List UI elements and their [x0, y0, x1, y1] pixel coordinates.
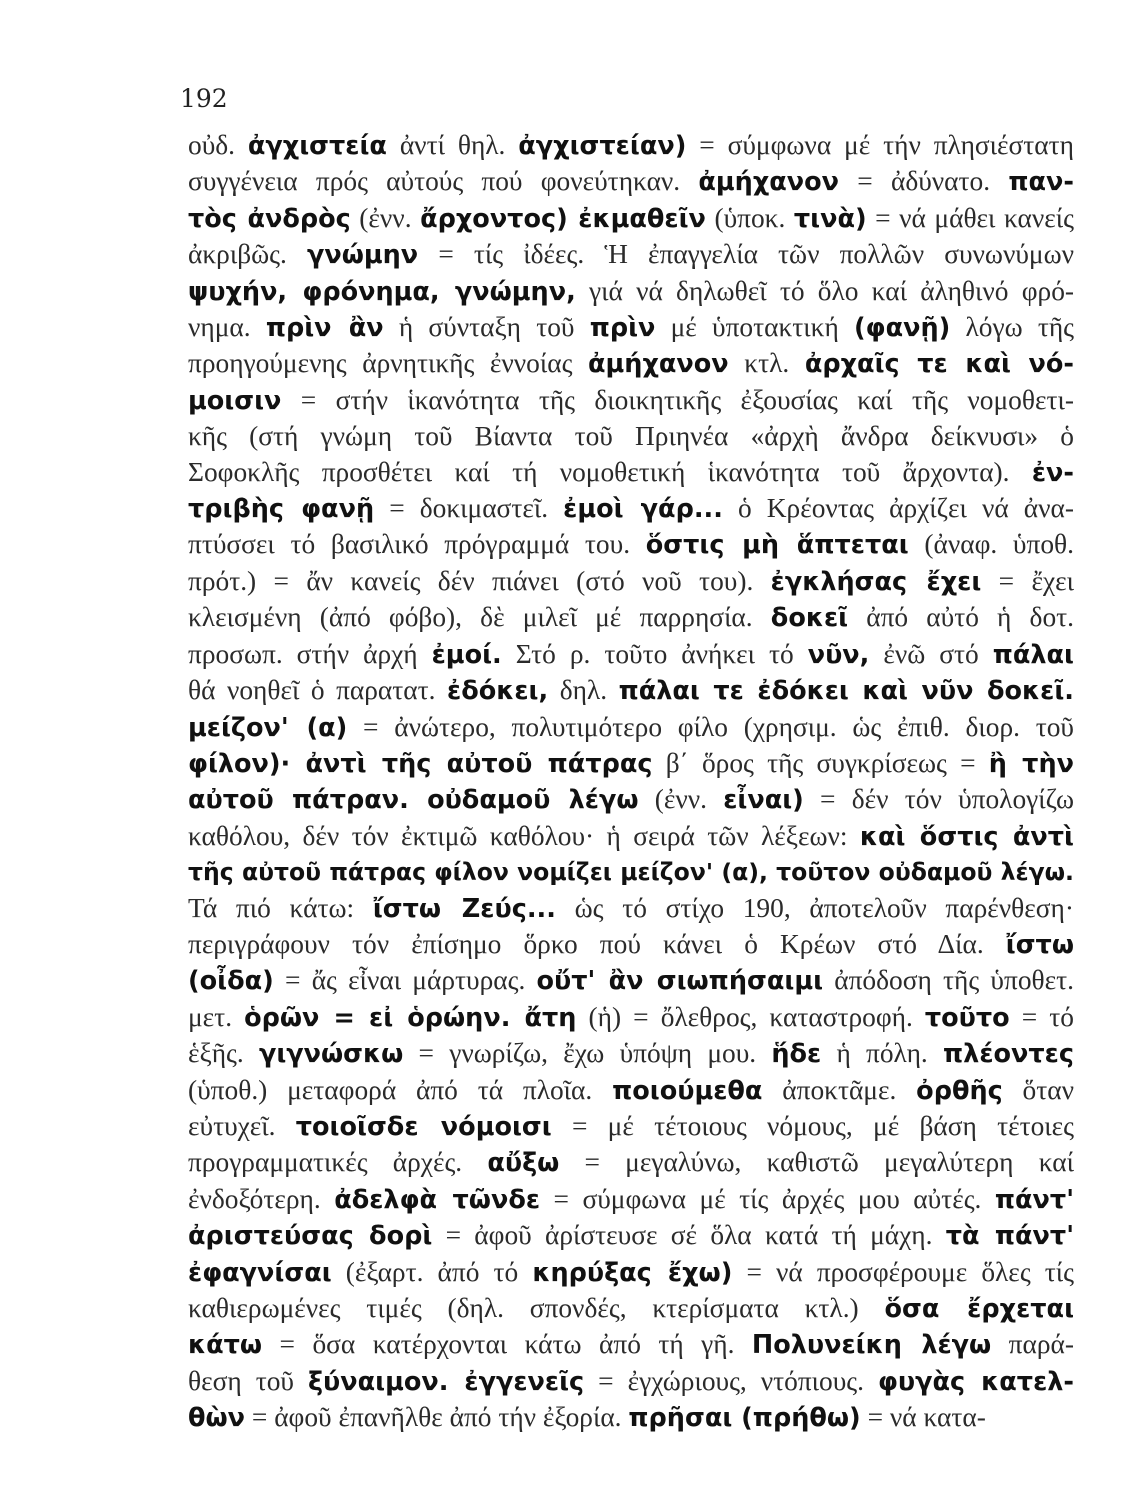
gloss: ὅταν	[1002, 1074, 1074, 1105]
gloss: ἡ σύνταξη τοῦ	[383, 312, 590, 343]
text-line	[188, 237, 1074, 273]
lemma: ἐγκλήσας ἔχει	[770, 566, 982, 597]
gloss: περιγράφουν τόν ἐπίσημο ὅρκο πού κάνει ὁ Κρέων στό Δία.	[188, 928, 1006, 959]
lemma: τὸς ἀνδρὸς	[188, 203, 351, 234]
lemma: (φανῇ)	[853, 313, 951, 344]
lemma: ψυχήν, φρόνημα, γνώμην,	[188, 276, 576, 307]
lemma: ἀγχιστεία	[247, 131, 387, 161]
lemma: κάτω	[188, 1330, 263, 1361]
text-line	[188, 1036, 1074, 1072]
text-line	[188, 637, 1074, 673]
lemma: πρὶν ἂν	[265, 313, 384, 344]
text-line	[188, 310, 1074, 346]
text-line	[188, 1145, 1074, 1181]
gloss: = σύμφωνα μέ τήν πλησιέστατη	[686, 130, 1074, 160]
gloss: πρότ.) = ἄν κανείς δέν πιάνει (στό νοῦ του).	[188, 565, 771, 596]
lemma: νῦν,	[807, 639, 870, 670]
lemma: κηρύξας ἔχω)	[532, 1257, 733, 1288]
text-line	[188, 1182, 1074, 1218]
lemma: καὶ ὅστις ἀντὶ	[859, 821, 1074, 852]
gloss: = μέ τέτοιους νόμους, μέ βάση τέτοιες	[551, 1110, 1074, 1141]
lemma: θὼν	[188, 1403, 246, 1434]
gloss: νημα.	[188, 312, 266, 343]
lemma: ἐμοί.	[431, 639, 502, 670]
gloss: ἀπό αὐτό ἡ δοτ.	[848, 602, 1074, 633]
lemma: ἴστω	[1005, 929, 1074, 960]
text-line	[188, 710, 1074, 746]
text-line	[188, 455, 1074, 491]
lemma: ἄρχοντος) ἐκμαθεῖν	[420, 203, 706, 234]
lemma: δοκεῖ	[770, 603, 849, 634]
gloss: ἀπόδοση τῆς ὑποθετ.	[823, 965, 1074, 996]
text-line	[188, 201, 1074, 237]
gloss: συγγένεια πρός αὐτούς πού φονεύτηκαν.	[188, 166, 699, 197]
gloss: λόγω τῆς	[950, 312, 1074, 343]
lemma: ἐμοὶ γάρ...	[563, 494, 723, 525]
lemma: ἐν-	[1031, 457, 1074, 488]
lemma: ἐδόκει,	[447, 676, 549, 707]
lemma: πρὶν	[589, 313, 656, 344]
gloss: ἀποκτᾶμε.	[762, 1074, 917, 1105]
gloss: Σοφοκλῆς προσθέτει καί τή νομοθετική ἱκανότητα τοῦ ἄρχοντα).	[188, 456, 1032, 487]
lemma: τινὰ)	[793, 203, 867, 234]
gloss: εὐτυχεῖ.	[188, 1110, 296, 1141]
lemma: γνώμην	[306, 240, 419, 271]
lemma: τὰ πάντ'	[945, 1221, 1075, 1252]
gloss: θεση τοῦ	[188, 1365, 308, 1396]
lemma: πάλαι τε ἐδόκει καὶ νῦν δοκεῖ.	[618, 676, 1074, 707]
lemma: ἀρχαῖς τε καὶ νό-	[804, 349, 1075, 380]
lemma: φυγὰς κατελ-	[877, 1366, 1074, 1397]
lemma: ποιούμεθα	[612, 1075, 763, 1106]
lemma: μοισιν	[188, 385, 282, 416]
gloss: γιά νά δηλωθεῖ τό ὅλο καί ἀληθινό φρό-	[575, 275, 1075, 306]
lemma: ἴστω Ζεύς...	[372, 893, 556, 924]
lemma: ὀρθῆς	[916, 1075, 1003, 1106]
lemma: τοῦτο	[924, 1002, 1010, 1033]
gloss: (ἡ) = ὄλεθρος, καταστροφή.	[576, 1001, 925, 1032]
gloss: (ἀναφ. ὑποθ.	[908, 529, 1074, 560]
gloss: (ἐνν.	[638, 784, 724, 815]
gloss: καθιερωμένες τιμές (δηλ. σπονδές, κτερίσματα κτλ.)	[188, 1293, 885, 1323]
gloss: παρά-	[991, 1329, 1074, 1360]
lemma: αὔξω	[487, 1148, 560, 1179]
lemma: ἀμήχανον	[588, 349, 729, 380]
text-line	[188, 819, 1074, 855]
text-line	[188, 1291, 1074, 1327]
gloss: = τό	[1009, 1001, 1075, 1032]
gloss: κτλ.	[728, 348, 805, 379]
gloss: = ἀνώτερο, πολυτιμότερο φίλο (χρησιμ. ὡς ἐπιθ. διορ. τοῦ	[347, 711, 1074, 742]
gloss: ἑξῆς.	[188, 1038, 259, 1069]
text-line	[188, 891, 1074, 927]
text-line	[188, 1364, 1074, 1400]
text-line	[188, 491, 1074, 527]
lemma: τριβὴς φανῇ	[188, 494, 375, 525]
text-line	[188, 564, 1074, 600]
gloss: (ὑποκ.	[705, 202, 794, 233]
gloss: = νά κατα-	[860, 1402, 986, 1433]
lemma: εἶναι)	[723, 785, 804, 816]
text-line	[188, 419, 1074, 454]
text-line	[188, 746, 1074, 782]
lemma: (οἶδα)	[188, 966, 274, 997]
gloss: ἡ πόλη.	[821, 1038, 944, 1069]
gloss: = ὅσα κατέρχονται κάτω ἀπό τή γῆ.	[262, 1329, 752, 1360]
gloss: (ὑποθ.) μεταφορά ἀπό τά πλοῖα.	[188, 1074, 613, 1105]
text-line	[188, 1255, 1074, 1291]
lemma: Πολυνείκη λέγω	[751, 1330, 992, 1361]
text-line	[188, 527, 1074, 563]
text-line	[188, 383, 1074, 419]
text-line	[188, 128, 1074, 164]
gloss: ἐνδοξότερη.	[188, 1183, 335, 1214]
gloss: κῆς (στή γνώμη τοῦ Βίαντα τοῦ Πριηνέα «ἀρχὴ ἄνδρα δείκνυσι» ὁ	[188, 421, 1074, 452]
lemma: ἀριστεύσας δορὶ	[188, 1221, 433, 1252]
gloss: ὁ Κρέοντας ἀρχίζει νά ἀνα-	[722, 493, 1074, 524]
gloss: πτύσσει τό βασιλικό πρόγραμμά του.	[188, 529, 646, 560]
lemma: τοιοῖσδε νόμοισι	[295, 1111, 552, 1142]
lemma: ἀγχιστείαν)	[518, 131, 687, 161]
gloss: Στό ρ. τοῦτο ἀνήκει τό	[501, 638, 808, 669]
gloss: = ἔχει	[981, 565, 1074, 596]
gloss: ἀκριβῶς.	[188, 239, 307, 270]
lemma: ὁρῶν = εἰ ὁρώην. ἄτη	[244, 1002, 577, 1033]
gloss: = νά μάθει κανείς	[866, 202, 1074, 233]
lemma: οὔτ' ἂν σιωπήσαιμι	[536, 966, 824, 997]
text-line	[188, 1400, 1074, 1436]
lemma: τῆς αὐτοῦ πάτρας φίλον νομίζει μείζον' (α), τοῦτον οὐδαμοῦ λέγω.	[188, 858, 1074, 887]
gloss: (ἐνν.	[350, 202, 421, 233]
gloss: = σύμφωνα μέ τίς ἀρχές μου αὐτές.	[540, 1183, 995, 1214]
gloss: μετ.	[188, 1001, 245, 1032]
lemma: παν-	[1008, 167, 1074, 198]
lemma: ἥδε	[771, 1039, 822, 1070]
gloss: = ἀφοῦ ἐπανῆλθε ἀπό τήν ἐξορία.	[245, 1402, 629, 1433]
gloss: καθόλου, δέν τόν ἐκτιμῶ καθόλου· ἡ σειρά τῶν λέξεων:	[188, 820, 860, 851]
gloss: προσωπ. στήν ἀρχή	[188, 638, 432, 669]
gloss: οὐδ.	[188, 130, 248, 160]
text-line	[188, 963, 1074, 999]
lemma: ὅστις μὴ ἅπτεται	[645, 530, 909, 561]
gloss: (ἐξαρτ. ἀπό τό	[331, 1256, 533, 1287]
lemma: ἢ τὴν	[988, 748, 1074, 779]
gloss: Τά πιό κάτω:	[188, 892, 373, 923]
lemma: γιγνώσκω	[258, 1039, 404, 1070]
lemma: μείζον' (α)	[188, 712, 348, 743]
lemma: ἀμήχανον	[698, 167, 840, 198]
lemma: πρῆσαι (πρήθω)	[628, 1403, 861, 1434]
lemma: ἐφαγνίσαι	[188, 1257, 332, 1288]
gloss: = μεγαλύνω, καθιστῶ μεγαλύτερη καί	[559, 1147, 1074, 1178]
lemma: ξύναιμον. ἐγγενεῖς	[307, 1366, 585, 1397]
gloss: κλεισμένη (ἀπό φόβο), δὲ μιλεῖ μέ παρρησία.	[188, 602, 771, 633]
lemma: ὅσα ἔρχεται	[884, 1294, 1074, 1324]
gloss: = δοκιμαστεῖ.	[374, 493, 564, 524]
text-line	[188, 274, 1074, 310]
text-line	[188, 782, 1074, 818]
page-number: 192	[180, 84, 228, 113]
gloss: = ἄς εἶναι μάρτυρας.	[273, 965, 537, 996]
text-line	[188, 1109, 1074, 1145]
gloss: = δέν τόν ὑπολογίζω	[803, 784, 1074, 815]
gloss: ἐνῶ στό	[869, 638, 993, 669]
gloss: = ἀφοῦ ἀρίστευσε σέ ὅλα κατά τή μάχη.	[432, 1220, 946, 1251]
text-line	[188, 1073, 1074, 1109]
commentary-text	[188, 128, 1074, 1437]
gloss: προηγούμενης ἀρνητικῆς ἐννοίας	[188, 348, 589, 379]
lemma: πάντ'	[994, 1184, 1074, 1215]
text-line	[188, 1000, 1074, 1036]
gloss: δηλ.	[548, 675, 619, 706]
text-line	[188, 1218, 1074, 1254]
lemma: ἀδελφὰ τῶνδε	[334, 1184, 541, 1215]
gloss: ἀντί θηλ.	[386, 130, 519, 160]
gloss: = τίς ἰδέες. Ἡ ἐπαγγελία τῶν πολλῶν συνωνύμων	[418, 239, 1075, 270]
gloss: = στήν ἱκανότητα τῆς διοικητικῆς ἐξουσίας καί τῆς νομοθετι-	[281, 384, 1074, 415]
gloss: = ἐγχώριους, ντόπιους.	[584, 1365, 878, 1396]
text-line	[188, 927, 1074, 963]
gloss: προγραμματικές ἀρχές.	[188, 1147, 488, 1178]
text-line	[188, 164, 1074, 200]
text-line	[188, 346, 1074, 382]
lemma: πάλαι	[992, 639, 1074, 670]
lemma: φίλον)· ἀντὶ τῆς αὐτοῦ πάτρας	[188, 748, 653, 779]
text-line	[188, 855, 1074, 890]
gloss: μέ ὑποτακτική	[655, 312, 854, 343]
lemma: πλέοντες	[943, 1039, 1074, 1070]
text-line	[188, 600, 1074, 636]
lemma: αὐτοῦ πάτραν. οὐδαμοῦ λέγω	[188, 785, 639, 816]
text-line	[188, 1327, 1074, 1363]
gloss: ὡς τό στίχο 190, ἀποτελοῦν παρένθεση·	[555, 892, 1074, 923]
gloss: = ἀδύνατο.	[839, 166, 1009, 197]
gloss: θά νοηθεῖ ὁ παρατατ.	[188, 675, 448, 706]
gloss: β΄ ὅρος τῆς συγκρίσεως =	[652, 747, 989, 778]
text-line	[188, 673, 1074, 709]
gloss: = νά προσφέρουμε ὅλες τίς	[732, 1256, 1074, 1287]
gloss: = γνωρίζω, ἔχω ὑπόψη μου.	[403, 1038, 772, 1069]
